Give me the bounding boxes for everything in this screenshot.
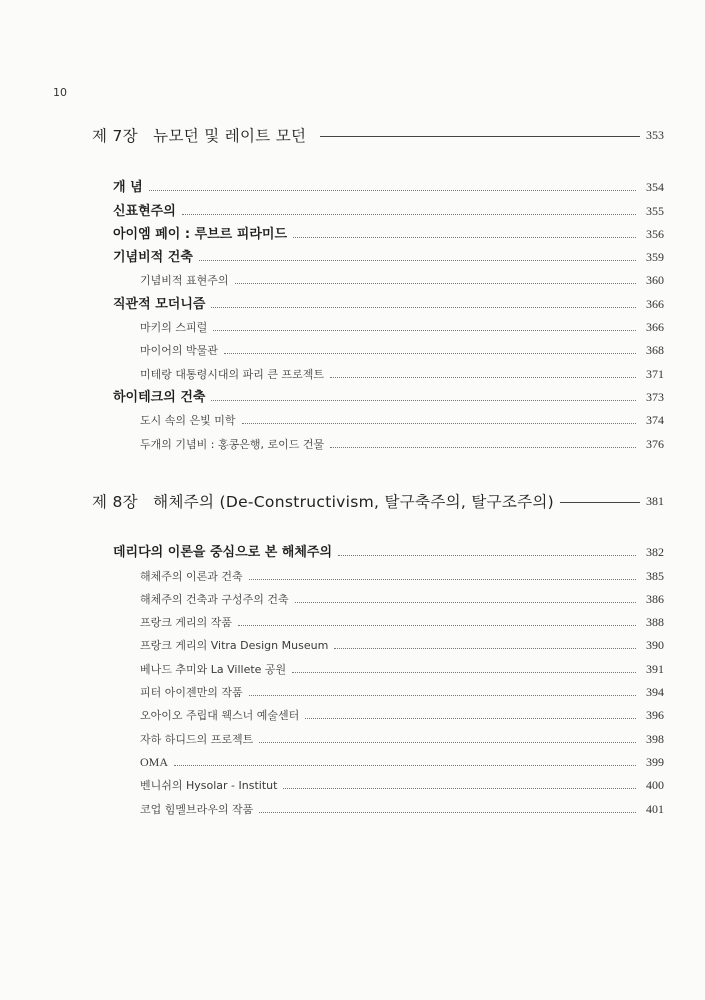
toc-entry xyxy=(113,560,664,583)
entry-label: 미테랑 대통령시대의 파리 큰 프로젝트 xyxy=(140,367,325,381)
entry-label: 베나드 추미와 La Villete 공원 xyxy=(140,662,287,676)
leader-dots xyxy=(259,812,636,813)
chapter-page: 353 xyxy=(646,127,664,142)
chapter-name: 해체주의 (De-Constructivism, 탈구축주의, 탈구조주의) xyxy=(153,493,555,511)
entry-page: 374 xyxy=(646,413,664,428)
entry-label: 개 념 xyxy=(113,180,143,196)
toc-entry xyxy=(113,700,664,723)
chapter-8-entries xyxy=(113,537,664,817)
toc-entry xyxy=(113,537,664,560)
chapter-rule xyxy=(560,502,640,503)
entry-page: 368 xyxy=(646,343,664,358)
leader-dots xyxy=(305,718,636,719)
entry-label: OMA xyxy=(140,754,169,769)
toc-entry xyxy=(113,653,664,676)
chapter-7-entries xyxy=(113,172,664,452)
entry-page: 390 xyxy=(646,638,664,653)
chapter-name: 뉴모던 및 레이트 모던 xyxy=(153,127,307,145)
toc-entry xyxy=(113,312,664,335)
entry-label: 프랑크 게리의 작품 xyxy=(140,616,233,630)
toc-entry xyxy=(113,677,664,700)
entry-label: 피터 아이젠만의 작품 xyxy=(140,686,243,700)
leader-dots xyxy=(295,602,636,603)
entry-label: 기념비적 건축 xyxy=(113,250,193,266)
entry-page: 366 xyxy=(646,320,664,335)
leader-dots xyxy=(249,579,636,580)
leader-dots xyxy=(211,400,636,401)
chapter-title xyxy=(92,124,306,146)
toc-entry xyxy=(113,723,664,746)
entry-page: 385 xyxy=(646,568,664,583)
leader-dots xyxy=(213,330,636,331)
toc-entry xyxy=(113,382,664,405)
entry-page: 401 xyxy=(646,801,664,816)
toc-entry xyxy=(113,335,664,358)
entry-page: 371 xyxy=(646,366,664,381)
leader-dots xyxy=(330,377,636,378)
entry-page: 366 xyxy=(646,296,664,311)
leader-dots xyxy=(249,695,636,696)
entry-label: 해체주의 이론과 건축 xyxy=(140,569,243,583)
toc-entry xyxy=(113,793,664,816)
entry-page: 398 xyxy=(646,731,664,746)
leader-dots xyxy=(174,765,636,766)
chapter-8-heading xyxy=(92,490,664,512)
entry-page: 399 xyxy=(646,754,664,769)
chapter-number: 제 8장 xyxy=(92,493,138,511)
leader-dots xyxy=(259,742,636,743)
entry-page: 355 xyxy=(646,203,664,218)
entry-label: 코업 힘멜브라우의 작품 xyxy=(140,802,254,816)
leader-dots xyxy=(292,672,636,673)
entry-page: 360 xyxy=(646,273,664,288)
page-number: 10 xyxy=(53,86,67,99)
entry-label: 신표현주의 xyxy=(113,203,176,219)
entry-page: 376 xyxy=(646,436,664,451)
entry-page: 388 xyxy=(646,615,664,630)
entry-label: 오아이오 주립대 웩스너 예술센터 xyxy=(140,709,300,723)
entry-page: 396 xyxy=(646,708,664,723)
toc-entry xyxy=(113,607,664,630)
entry-page: 359 xyxy=(646,250,664,265)
toc-entry xyxy=(113,584,664,607)
leader-dots xyxy=(242,423,637,424)
toc-entry xyxy=(113,265,664,288)
entry-page: 394 xyxy=(646,685,664,700)
leader-dots xyxy=(235,283,636,284)
entry-label: 프랑크 게리의 Vitra Design Museum xyxy=(140,639,329,653)
toc-entry xyxy=(113,358,664,381)
entry-label: 기념비적 표현주의 xyxy=(140,274,229,288)
leader-dots xyxy=(199,260,636,261)
toc-entry xyxy=(113,172,664,195)
entry-label: 해체주의 건축과 구성주의 건축 xyxy=(140,592,289,606)
entry-label: 벤니쉬의 Hysolar - Institut xyxy=(140,779,278,793)
toc-entry xyxy=(113,428,664,451)
entry-page: 400 xyxy=(646,778,664,793)
entry-page: 373 xyxy=(646,389,664,404)
entry-page: 356 xyxy=(646,226,664,241)
entry-label: 자하 하디드의 프로젝트 xyxy=(140,732,254,746)
leader-dots xyxy=(338,555,636,556)
toc-entry xyxy=(113,747,664,770)
leader-dots xyxy=(182,214,636,215)
entry-page: 354 xyxy=(646,180,664,195)
toc-entry xyxy=(113,219,664,242)
leader-dots xyxy=(238,625,636,626)
chapter-title xyxy=(92,490,554,512)
toc-entry xyxy=(113,195,664,218)
chapter-page: 381 xyxy=(646,493,664,508)
entry-label: 직관적 모더니즘 xyxy=(113,296,206,312)
chapter-rule xyxy=(320,136,640,137)
entry-label: 도시 속의 은빛 미학 xyxy=(140,414,236,428)
entry-label: 데리다의 이론을 중심으로 본 해체주의 xyxy=(113,545,333,561)
leader-dots xyxy=(283,788,636,789)
entry-page: 391 xyxy=(646,661,664,676)
chapter-7-heading xyxy=(92,124,664,146)
entry-label: 마이어의 박물관 xyxy=(140,344,218,358)
leader-dots xyxy=(330,447,636,448)
leader-dots xyxy=(224,353,636,354)
entry-label: 두개의 기념비 : 홍콩은행, 로이드 건물 xyxy=(140,437,325,451)
entry-label: 하이테크의 건축 xyxy=(113,389,206,405)
chapter-number: 제 7장 xyxy=(92,127,138,145)
entry-page: 386 xyxy=(646,591,664,606)
toc-entry xyxy=(113,770,664,793)
leader-dots xyxy=(211,307,636,308)
toc-entry xyxy=(113,242,664,265)
leader-dots xyxy=(149,190,636,191)
entry-label: 마키의 스피럴 xyxy=(140,321,208,335)
toc-entry xyxy=(113,630,664,653)
toc-entry xyxy=(113,405,664,428)
entry-page: 382 xyxy=(646,545,664,560)
toc-entry xyxy=(113,288,664,311)
leader-dots xyxy=(293,237,636,238)
entry-label: 아이엠 페이 : 루브르 피라미드 xyxy=(113,226,287,242)
leader-dots xyxy=(334,648,636,649)
